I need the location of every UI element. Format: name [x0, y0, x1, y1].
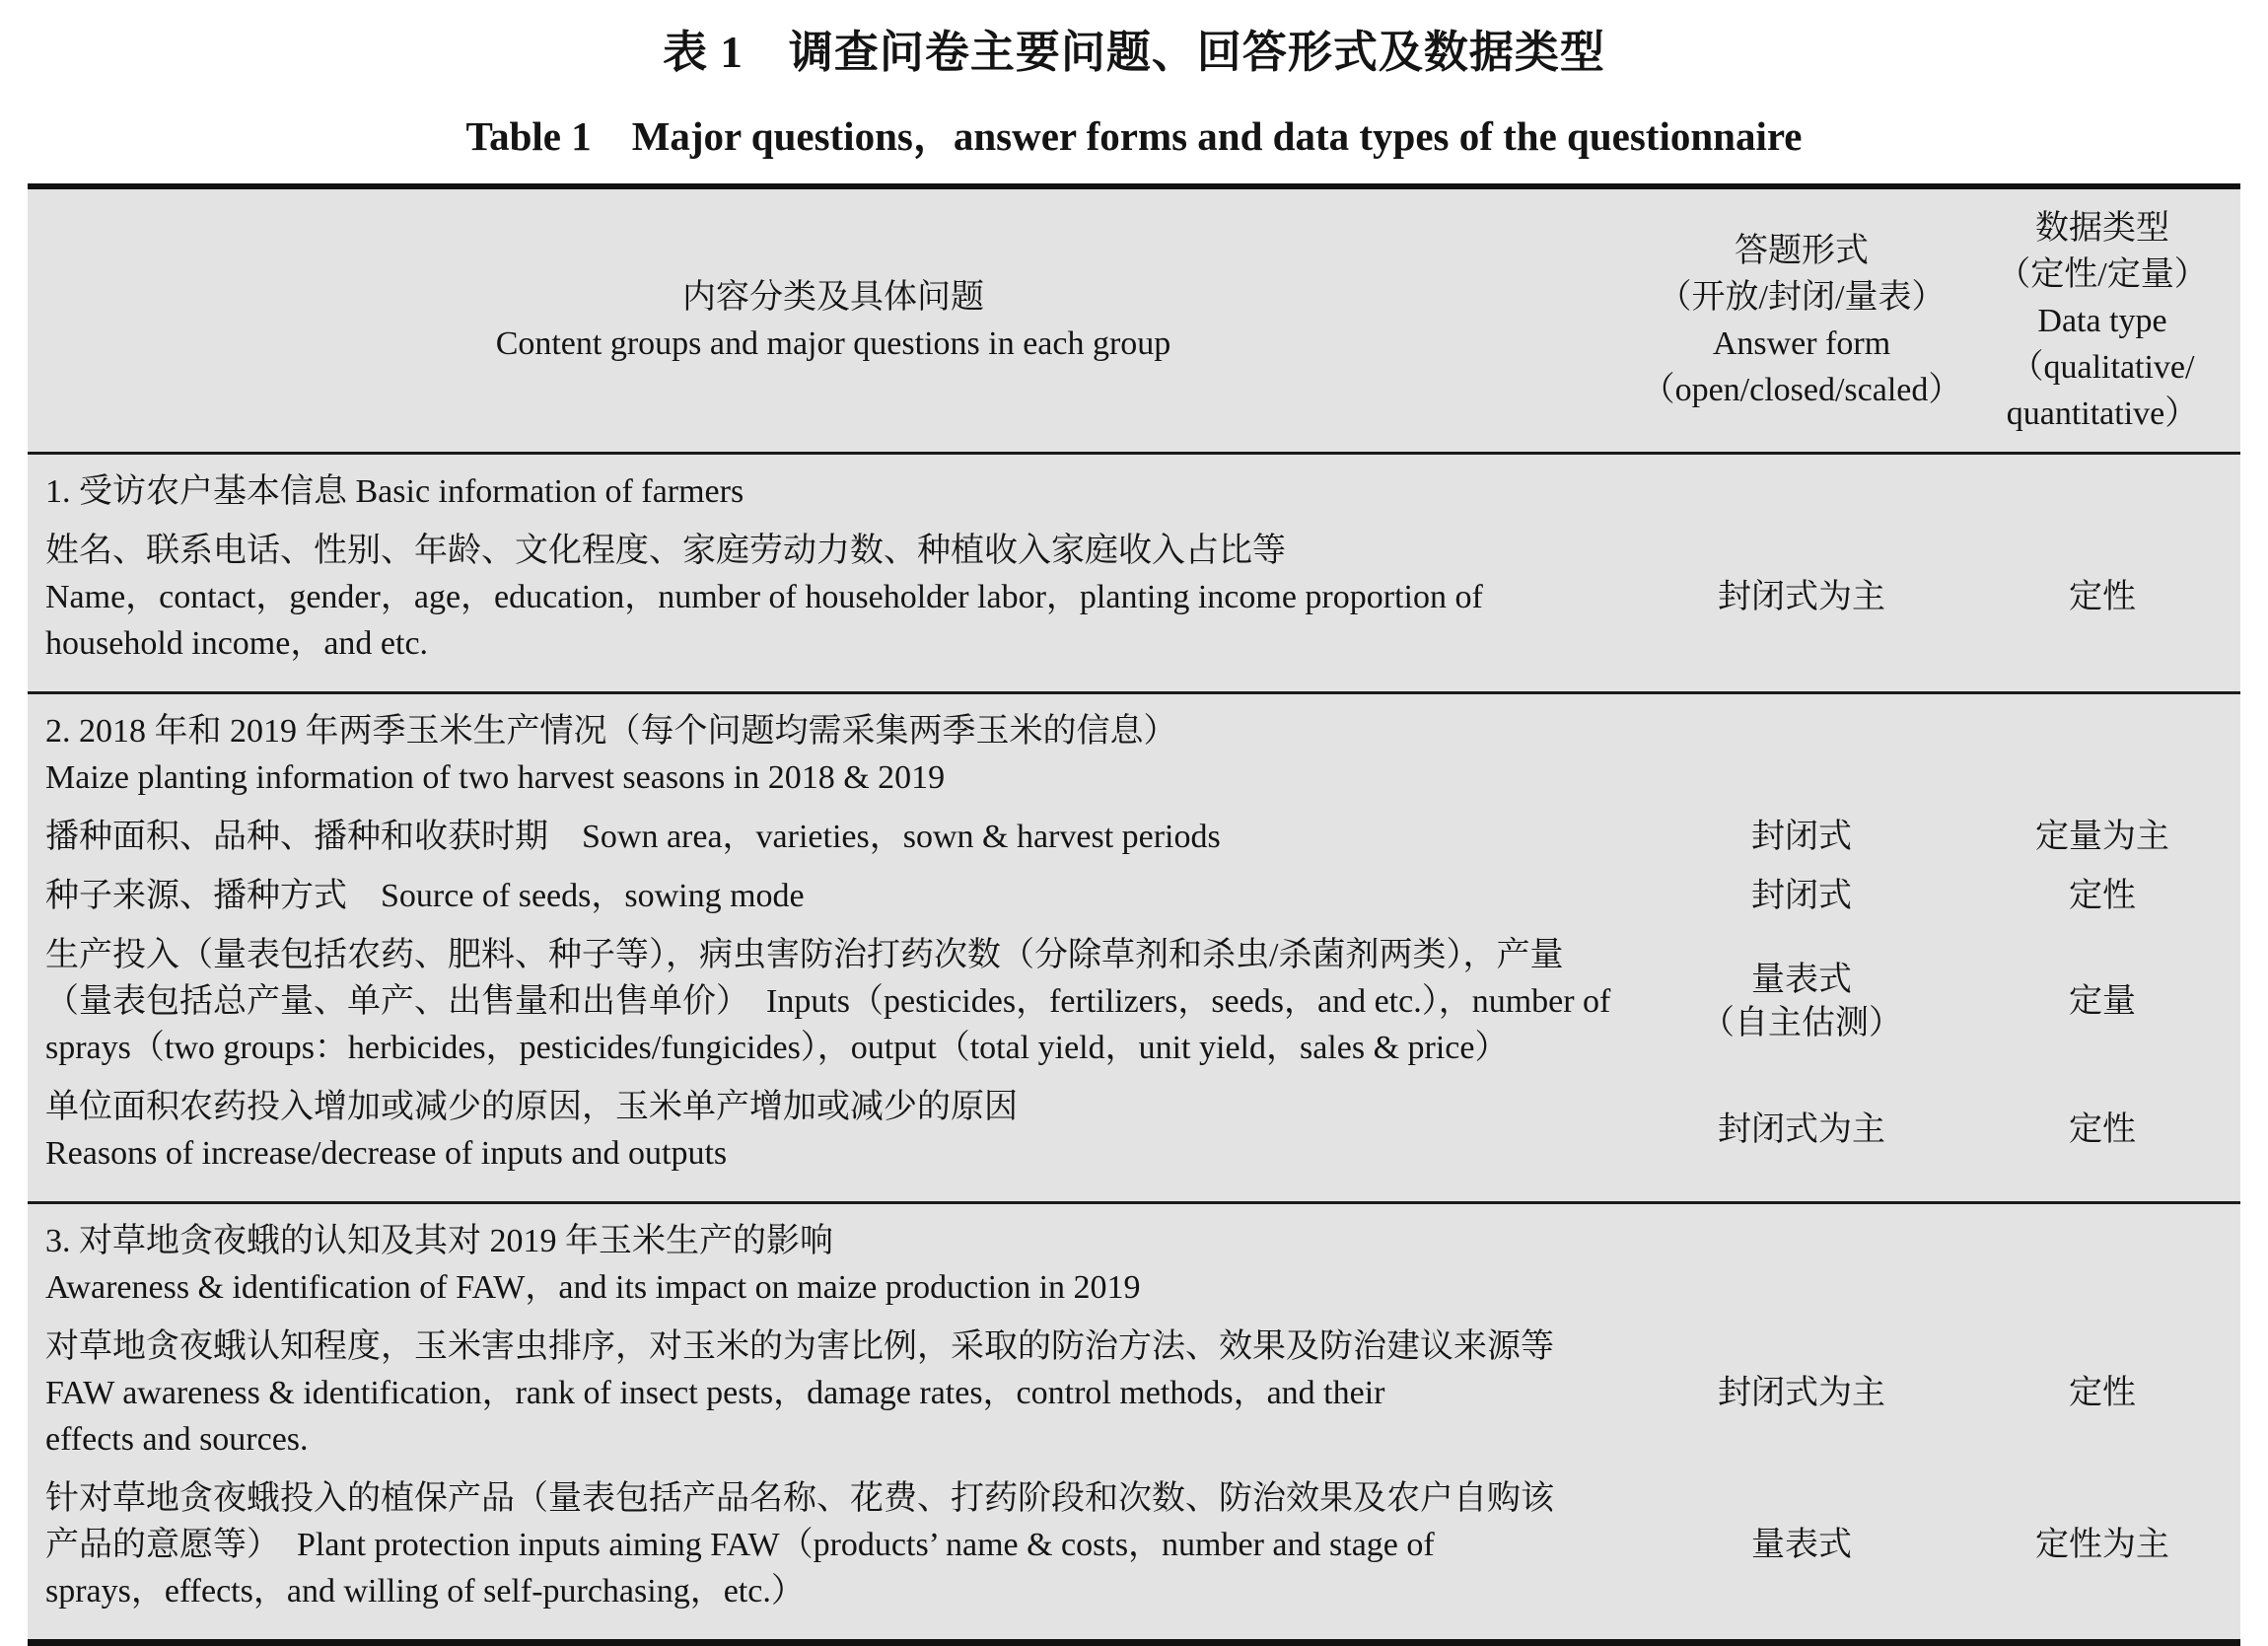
table-row [28, 1084, 2240, 1177]
section-heading [28, 700, 2240, 801]
text-line: quantitative） [2006, 394, 2199, 432]
question-cell [28, 932, 1639, 1071]
text-line: 量表式 [1751, 1526, 1852, 1563]
table-row [28, 1475, 2240, 1614]
text-line: （开放/封闭/量表） [1658, 279, 1946, 316]
question-cell [28, 1324, 1639, 1463]
text-line: 2. 2018 年和 2019 年两季玉米生产情况（每个问题均需采集两季玉米的信息） [45, 713, 1177, 750]
text-line: 3. 对草地贪夜蛾的认知及其对 2019 年玉米生产的影响 [45, 1223, 833, 1259]
text-line: 数据类型 [2035, 209, 2169, 247]
text-line: （定性/定量） [1997, 255, 2208, 293]
text-line: Answer form [1712, 325, 1891, 362]
question-cell [28, 1084, 1639, 1177]
answer-form-cell [1639, 1372, 1964, 1415]
text-line: （open/closed/scaled） [1641, 372, 1962, 408]
header-content-col [28, 274, 1639, 367]
section-basic-information [28, 455, 2240, 691]
text-line: 产品的意愿等） Plant protection inputs aiming FAW（products’ name & costs，number and stage of [45, 1527, 1435, 1563]
answer-form-cell [1639, 816, 1964, 859]
text-line: （自主估测） [1701, 1004, 1902, 1041]
text-line: sprays，effects，and willing of self-purchasing，etc.） [45, 1573, 805, 1610]
table-caption-en: Table 1 Major questions，answer forms and data types of the questionnaire [465, 113, 1803, 159]
questionnaire-table [28, 183, 2240, 1646]
data-type-cell: 定性 [2069, 1111, 2136, 1148]
data-type-cell: 定性 [2069, 877, 2136, 914]
answer-form-cell [1639, 875, 1964, 918]
table-row [28, 528, 2240, 667]
text-line: （qualitative/ [2010, 348, 2195, 386]
text-line: 针对草地贪夜蛾投入的植保产品（量表包括产品名称、花费、打药阶段和次数、防治效果及农户自购该 [45, 1480, 1554, 1517]
data-type-cell: 定性 [2069, 1374, 2136, 1411]
text-line: 播种面积、品种、播种和收获时期 Sown area，varieties，sown & harvest periods [45, 819, 1221, 855]
text-line: 答题形式 [1735, 233, 1869, 269]
text-line: 1. 受访农户基本信息 Basic information of farmers [45, 473, 744, 510]
header-content-en: Content groups and major questions in each group [495, 325, 1171, 362]
text-line: 封闭式 [1751, 818, 1852, 855]
table-row [28, 873, 2240, 919]
answer-form-cell [1639, 1524, 1964, 1567]
text-line: Awareness & identification of FAW，and its impact on maize production in 2019 [45, 1269, 1141, 1306]
text-line: 姓名、联系电话、性别、年龄、文化程度、家庭劳动力数、种植收入家庭收入占比等 [45, 533, 1286, 569]
text-line: 封闭式 [1751, 877, 1852, 914]
data-type-cell: 定性为主 [2035, 1526, 2169, 1563]
text-line: household income，and etc. [45, 625, 429, 662]
table-header-row [28, 189, 2240, 455]
table-row [28, 932, 2240, 1071]
question-cell [28, 1475, 1639, 1614]
text-line: 单位面积农药投入增加或减少的原因，玉米单产增加或减少的原因 [45, 1089, 1018, 1125]
text-line: Reasons of increase/decrease of inputs and outputs [45, 1135, 728, 1172]
table-row [28, 1324, 2240, 1463]
text-line: 量表式 [1751, 961, 1852, 998]
table-caption-zh: 表 1 调查问卷主要问题、回答形式及数据类型 [663, 28, 1605, 77]
text-line: 种子来源、播种方式 Source of seeds，sowing mode [45, 878, 805, 914]
answer-form-cell [1639, 576, 1964, 619]
section-maize-production [28, 691, 2240, 1201]
header-answer-col [1639, 228, 1964, 413]
text-line: Data type [2037, 302, 2167, 339]
text-line: sprays（two groups：herbicides，pesticides/fungicides），output（total yield，unit yield，sales & price） [45, 1030, 1509, 1066]
text-line: 封闭式为主 [1718, 578, 1885, 615]
table-row [28, 814, 2240, 860]
text-line: Name，contact，gender，age，education，number of householder labor，planting income proportion of [45, 579, 1483, 615]
text-line: 封闭式为主 [1718, 1111, 1885, 1148]
section-heading [28, 1210, 2240, 1311]
data-type-cell: 定量为主 [2035, 818, 2169, 855]
data-type-cell: 定量 [2069, 982, 2136, 1020]
text-line: Maize planting information of two harvest seasons in 2018 & 2019 [45, 759, 946, 796]
text-line: FAW awareness & identification，rank of insect pests，damage rates，control methods，and their [45, 1375, 1385, 1411]
text-line: 对草地贪夜蛾认知程度，玉米害虫排序，对玉米的为害比例，采取的防治方法、效果及防治建议来源等 [45, 1328, 1554, 1365]
question-cell [28, 528, 1639, 667]
data-type-cell: 定性 [2069, 578, 2136, 615]
text-line: 封闭式为主 [1718, 1374, 1885, 1411]
answer-form-cell [1639, 959, 1964, 1045]
text-line: effects and sources. [45, 1421, 309, 1458]
header-datatype-col [1964, 205, 2240, 437]
header-content-zh: 内容分类及具体问题 [682, 279, 984, 316]
answer-form-cell [1639, 1109, 1964, 1152]
text-line: 生产投入（量表包括农药、肥料、种子等），病虫害防治打药次数（分除草剂和杀虫/杀菌剂两类），产量 [45, 937, 1564, 973]
question-cell [28, 814, 1639, 860]
section-heading [28, 461, 2240, 515]
section-faw-awareness [28, 1201, 2240, 1639]
question-cell [28, 873, 1639, 919]
text-line: （量表包括总产量、单产、出售量和出售单价） Inputs（pesticides，fertilizers，seeds，and etc.），number of [45, 983, 1611, 1020]
